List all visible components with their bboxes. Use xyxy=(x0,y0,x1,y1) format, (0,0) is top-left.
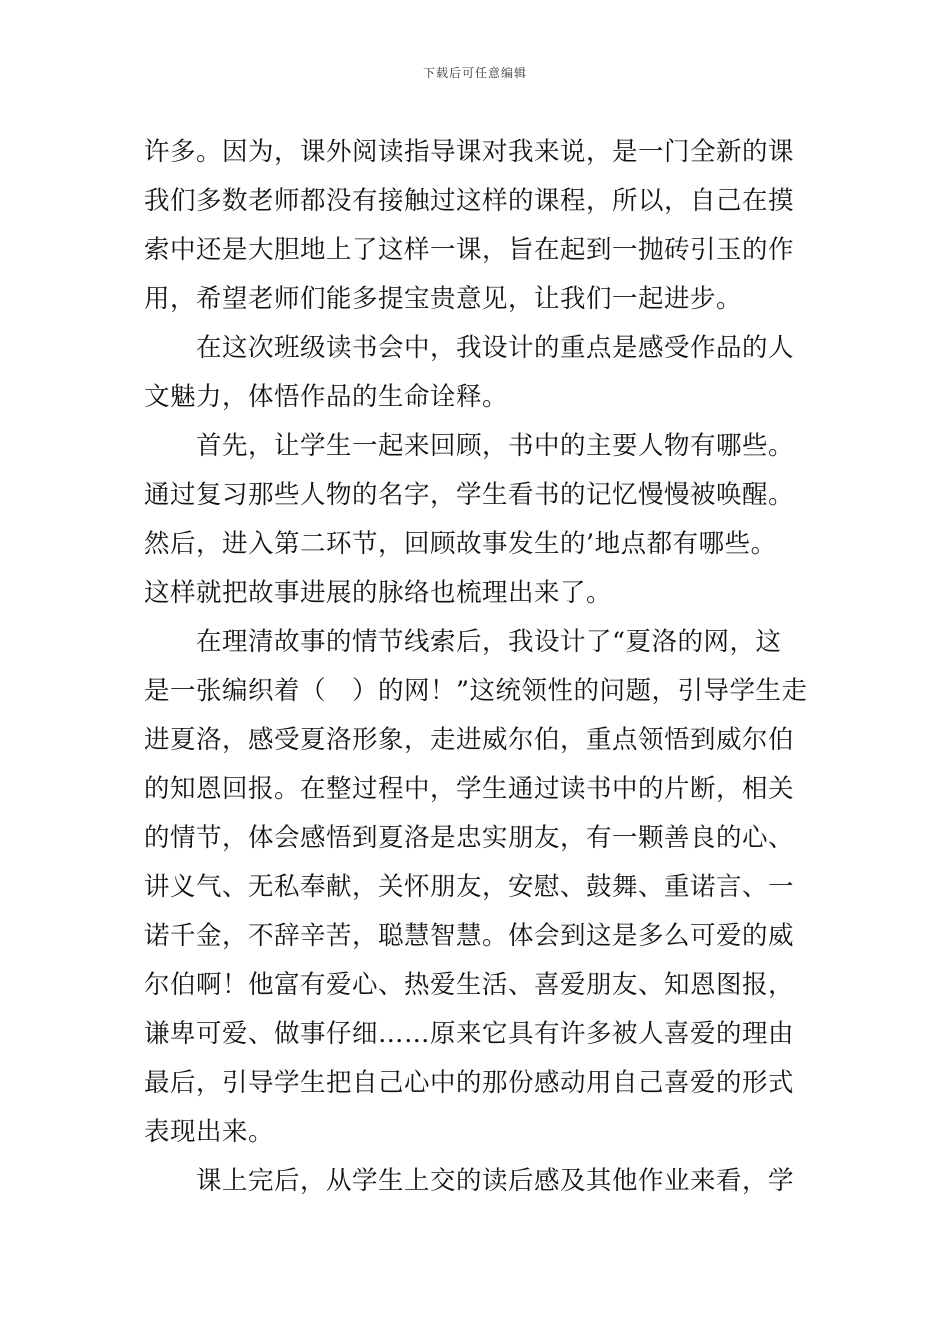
page-header: 下载后可任意编辑 xyxy=(422,66,527,80)
text-line: 在理清故事的情节线索后，我设计了“夏洛的网，这 xyxy=(196,627,782,657)
text-line: 首先，让学生一起来回顾，书中的主要人物有哪些。 xyxy=(196,431,795,461)
text-line: 索中还是大胆地上了这样一课，旨在起到一抛砖引玉的作 xyxy=(144,235,795,265)
text-line: 通过复习那些人物的名字，学生看书的记忆慢慢被唤醒。 xyxy=(144,480,795,510)
document-body xyxy=(144,128,814,1206)
text-line: 讲义气、无私奉献，关怀朋友，安慰、鼓舞、重诺言、一 xyxy=(144,872,795,902)
text-line: 诺千金，不辞辛苦，聪慧智慧。体会到这是多么可爱的威 xyxy=(144,921,795,951)
text-line: 最后，引导学生把自己心中的那份感动用自己喜爱的形式 xyxy=(144,1068,795,1098)
paragraph xyxy=(144,618,814,1157)
text-line: 我们多数老师都没有接触过这样的课程，所以，自己在摸 xyxy=(144,186,795,216)
text-line: 是一张编织着（ ）的网！”这统领性的问题，引导学生走 xyxy=(144,676,808,706)
text-line: 的情节，体会感悟到夏洛是忠实朋友，有一颗善良的心、 xyxy=(144,823,795,853)
text-line: 文魅力，体悟作品的生命诠释。 xyxy=(144,382,509,412)
text-line: 用，希望老师们能多提宝贵意见，让我们一起进步。 xyxy=(144,284,743,314)
text-line: 进夏洛，感受夏洛形象，走进威尔伯，重点领悟到威尔伯 xyxy=(144,725,795,755)
text-line: 这样就把故事进展的脉络也梳理出来了。 xyxy=(144,578,613,608)
text-line: 的知恩回报。在整过程中，学生通过读书中的片断，相关 xyxy=(144,774,795,804)
paragraph xyxy=(144,324,814,422)
paragraph xyxy=(144,128,814,324)
text-line: 许多。因为，课外阅读指导课对我来说，是一门全新的课 xyxy=(144,137,795,167)
text-line: 尔伯啊！他富有爱心、热爱生活、喜爱朋友、知恩图报， xyxy=(144,970,795,1000)
paragraph xyxy=(144,422,814,618)
text-line: 在这次班级读书会中，我设计的重点是感受作品的人 xyxy=(196,333,795,363)
text-line: 表现出来。 xyxy=(144,1117,275,1147)
text-line: 课上完后，从学生上交的读后感及其他作业来看，学 xyxy=(196,1166,795,1196)
text-line: 谦卑可爱、做事仔细……原来它具有许多被人喜爱的理由 xyxy=(144,1019,795,1049)
text-line: 然后，进入第二环节，回顾故事发生的’地点都有哪些。 xyxy=(144,529,777,559)
paragraph xyxy=(144,1157,814,1206)
